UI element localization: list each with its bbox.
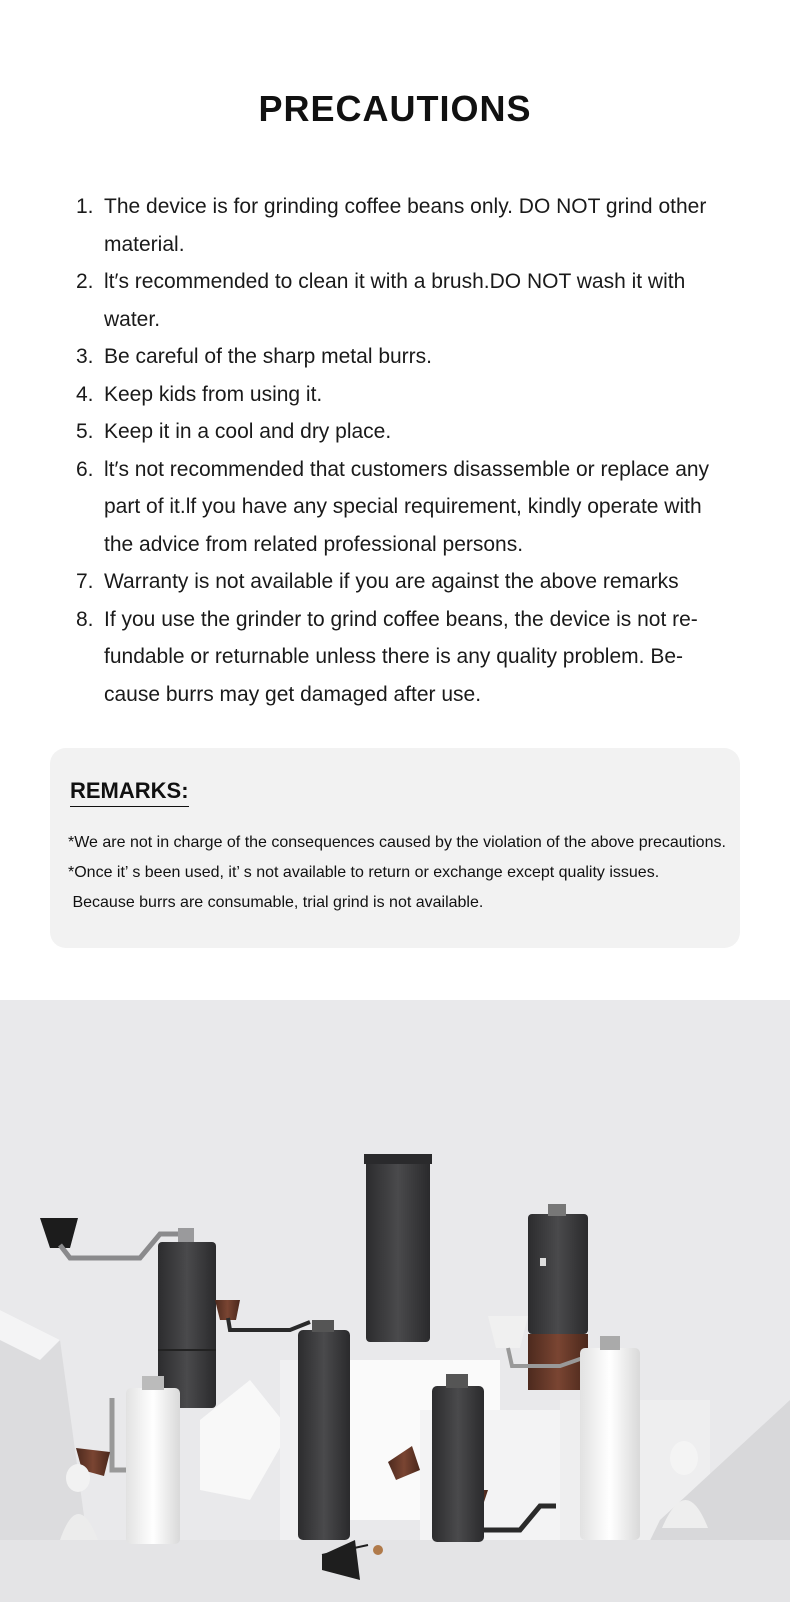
item-number: 2.: [76, 270, 94, 293]
list-item: [76, 188, 726, 263]
item-text: lt′s not recommended that customers disassemble or replace any part of it.lf you have any special requirement, kindly operate with the advice from related professional persons.: [104, 457, 710, 556]
item-number: 8.: [76, 607, 94, 631]
item-text: lt′s recommended to clean it with a brush.DO NOT wash it with water.: [104, 270, 686, 331]
list-item: [76, 601, 726, 714]
remarks-line: *Once it’ s been used, it’ s not available to return or exchange except quality issues.: [68, 864, 660, 881]
grinder-dark-left: [40, 1218, 216, 1408]
item-number: 6.: [76, 457, 94, 481]
item-text: If you use the grinder to grind coffee beans, the device is not re-fundable or returnable unless there is any quality problem. Be-cause burrs may get damaged after use.: [104, 607, 698, 706]
precautions-list: [76, 188, 726, 713]
product-lineup-image: [0, 1000, 790, 1602]
item-text: Keep it in a cool and dry place.: [104, 420, 392, 443]
list-item: [76, 413, 726, 451]
item-text: Warranty is not available if you are against the above remarks: [104, 570, 679, 593]
list-item: [76, 451, 726, 564]
grinder-white-left: [76, 1376, 180, 1544]
item-number: 4.: [76, 382, 94, 406]
list-item: [76, 263, 726, 338]
item-number: 3.: [76, 345, 94, 368]
item-number: 7.: [76, 570, 94, 593]
remarks-line: *We are not in charge of the consequences caused by the violation of the above precautions.: [68, 834, 726, 851]
item-number: 1.: [76, 195, 94, 218]
remarks-line: Because burrs are consumable, trial grind is not available.: [68, 894, 484, 911]
remarks-title: REMARKS:: [70, 778, 189, 807]
list-item: [76, 376, 726, 414]
list-item: [76, 338, 726, 376]
item-number: 5.: [76, 420, 94, 443]
remarks-box: [50, 748, 740, 948]
list-item: [76, 563, 726, 601]
item-text: Be careful of the sharp metal burrs.: [104, 345, 432, 368]
page-title: PRECAUTIONS: [258, 88, 532, 129]
item-text: Keep kids from using it.: [104, 382, 323, 406]
item-text: The device is for grinding coffee beans only. DO NOT grind other material.: [104, 195, 707, 256]
remarks-list: [68, 828, 738, 918]
